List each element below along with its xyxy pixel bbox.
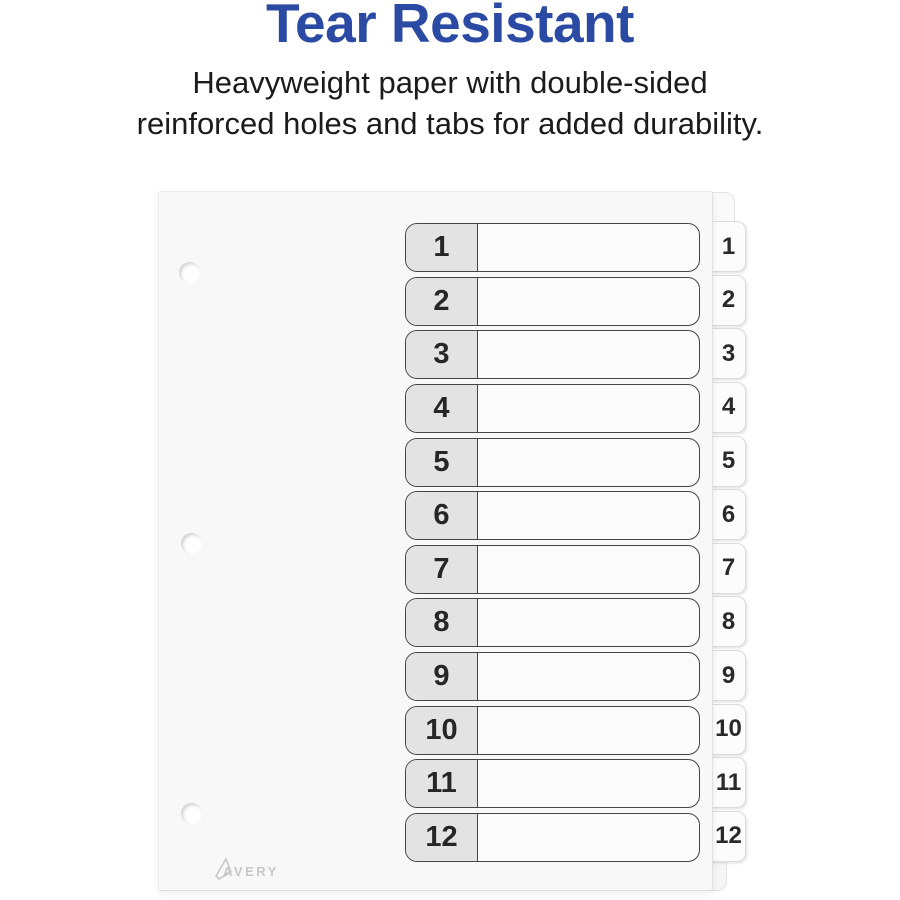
- toc-row-blank-field: [478, 546, 699, 593]
- toc-row: [405, 277, 700, 326]
- toc-row: [405, 706, 700, 755]
- toc-row-number: 6: [406, 492, 478, 539]
- toc-row-blank-field: [478, 439, 699, 486]
- index-tab-number: 6: [721, 500, 736, 528]
- toc-row: [405, 438, 700, 487]
- toc-row-number: 9: [406, 653, 478, 700]
- toc-row: [405, 813, 700, 862]
- binder-hole-bottom: [181, 803, 202, 824]
- toc-row: [405, 491, 700, 540]
- headline: Tear Resistant: [266, 0, 634, 54]
- avery-logo-text: AVERY: [223, 864, 279, 879]
- subheadline-line-1: Heavyweight paper with double-sided: [192, 65, 708, 100]
- toc-row: [405, 598, 700, 647]
- toc-row: [405, 545, 700, 594]
- index-tab-number: 3: [721, 339, 736, 367]
- index-tab-number: 10: [715, 715, 742, 743]
- toc-row-number: 4: [406, 385, 478, 432]
- toc-row: [405, 759, 700, 808]
- table-of-contents: [405, 223, 700, 862]
- toc-row-blank-field: [478, 814, 699, 861]
- subheadline-line-2: reinforced holes and tabs for added durability.: [136, 106, 764, 141]
- toc-row-blank-field: [478, 331, 699, 378]
- toc-row: [405, 330, 700, 379]
- subheadline: [0, 62, 900, 144]
- toc-row-blank-field: [478, 653, 699, 700]
- index-tab-number: 11: [715, 768, 742, 796]
- toc-row-number: 1: [406, 224, 478, 271]
- toc-row-blank-field: [478, 385, 699, 432]
- toc-row-number: 2: [406, 278, 478, 325]
- binder-hole-top: [179, 262, 200, 283]
- divider-sheet: [158, 191, 713, 891]
- toc-row-blank-field: [478, 760, 699, 807]
- toc-row-number: 10: [406, 707, 478, 754]
- index-tab-number: 8: [721, 607, 736, 635]
- toc-row-number: 11: [406, 760, 478, 807]
- index-tab-number: 5: [721, 447, 736, 474]
- toc-row: [405, 652, 700, 701]
- index-tab-number: 12: [715, 822, 742, 850]
- toc-row-number: 12: [406, 814, 478, 861]
- toc-row-blank-field: [478, 278, 699, 325]
- toc-row-number: 7: [406, 546, 478, 593]
- index-tab-number: 2: [721, 286, 736, 314]
- index-tab-number: 7: [721, 554, 736, 582]
- avery-logo: [209, 855, 299, 885]
- index-tab-number: 9: [721, 661, 736, 689]
- binder-hole-middle: [181, 533, 202, 554]
- toc-row-blank-field: [478, 707, 699, 754]
- toc-row-number: 8: [406, 599, 478, 646]
- toc-row-number: 5: [406, 439, 478, 486]
- toc-row-number: 3: [406, 331, 478, 378]
- toc-row-blank-field: [478, 492, 699, 539]
- index-tab-number: 4: [721, 393, 736, 421]
- toc-row-blank-field: [478, 599, 699, 646]
- toc-row: [405, 223, 700, 272]
- toc-row: [405, 384, 700, 433]
- toc-row-blank-field: [478, 224, 699, 271]
- index-tab-number: 1: [721, 232, 736, 260]
